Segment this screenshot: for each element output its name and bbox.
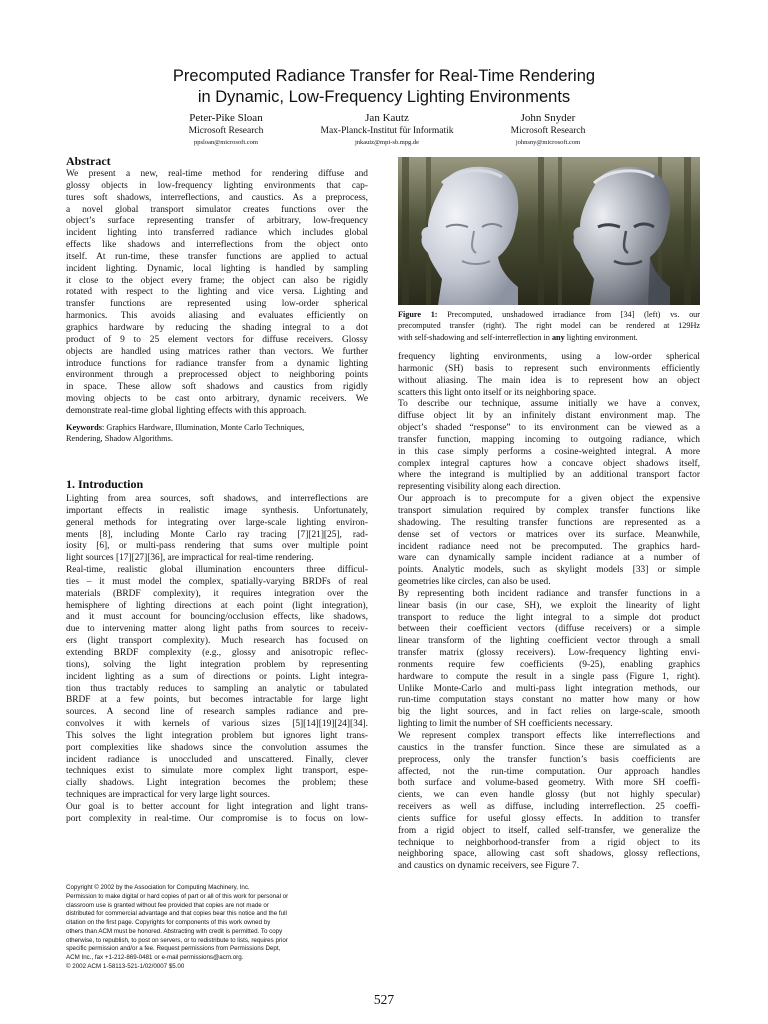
intro-line: general methods for integrating over large-scale lighting environ- [66,517,368,528]
abstract-line: We present a new, real-time method for rendering diffuse and [66,169,368,179]
intro-line: sources. A second line of research samples radiance and pre- [66,707,368,718]
copyright-notice [66,884,366,972]
abstract-line: harmonics. This avoids aliasing and evaluates efficiently on [66,311,368,322]
title-line-1: Precomputed Radiance Transfer for Real-Time Rendering [172,67,596,85]
body-line: points. Analytic models, such as skylight models [33] or simple [398,565,700,576]
intro-line: incident radiance is unoccluded and unscattered. Finally, clever [66,754,368,765]
abstract-line: in space. These allow soft shadows and caustics from rigidly [66,382,368,393]
author-affiliation: Microsoft Research [188,126,264,136]
body-line: in this case simply performs a cosine-weighted integral. A more [398,446,700,457]
page-number: 527 [373,992,395,1007]
body-line: affected, not the run-time computation. Our approach handles [398,766,700,777]
author-3 [448,112,648,148]
abstract-line: demonstrate real-time global lighting effects with this approach. [66,405,307,416]
abstract-line: objects are handled using matrices rather than vectors. We further [66,346,368,357]
body-line: representing visibility along each direction. [398,482,561,493]
copyright-line: Permission to make digital or hard copies of part or all of this work for personal or [66,892,289,900]
body-line: Our approach is to precompute for a given object the expensive [398,494,700,505]
intro-line: port complexity in real-time. Our compromise is to focus on low- [66,813,368,824]
keywords-list: : Graphics Hardware, Illumination, Monte Carlo Techniques, [101,422,305,432]
intro-line: important effects in realistic image synthesis. Unfortunately, [66,505,368,516]
body-line: dense set of vectors or matrices over its surface. Meanwhile, [398,529,700,540]
intro-line: light sources [17][27][36], are impractical for real-time rendering. [66,553,314,564]
body-line: frequency lighting environments, using a low-order spherical [398,352,700,362]
intro-line: ments [8], including Monte Carlo ray tracing [7][21][25], rad- [66,529,368,540]
intro-line: materials (BRDF complexity), it requires integration over the [66,588,368,599]
intro-line: convolves it with kernels of various sizes [5][14][19][24][34]. [66,719,368,730]
body-line: complex integral captures how a concave object shadows itself, [398,458,700,469]
body-line: receivers as well as diffuse, including interreflection. 25 coeffi- [398,802,700,813]
intro-line: BRDF at a few points, but becomes intractable for large light [66,695,368,706]
abstract-line: transfer functions are represented using low-order spherical [66,299,368,310]
abstract-line: tures soft shadows, interreflections, and caustics. As a preprocess, [66,192,368,203]
body-line: neighboring space, allowing cast soft shadows, glossy reflections, [398,849,700,860]
keywords-list-continued: Rendering, Shadow Algorithms. [66,433,173,443]
body-line: lighting to limit the number of SH coefficients necessary. [398,719,613,730]
abstract-line: incident lighting. Dynamic, local lighting is handled by sampling [66,263,368,274]
body-line: linear basis (in our case, SH), we exploit the linearity of light [398,600,700,611]
abstract-line: it close to the object every frame; the object can also be rigidly [66,275,368,286]
author-email: johnsny@microsoft.com [515,139,581,146]
intro-line: and it must account for bouncing/occlusion effects, like shadows, [66,612,368,623]
intro-line: tion thus tractably reduces to sampling an analytic or tabulated [66,683,368,694]
body-line: transfer function, mapping incoming to outgoing radiance, which [398,434,700,445]
intro-line: extending BRDF complexity (e.g., glossy and anisotropic reflec- [66,647,368,658]
body-line: geometries like circles, can also be used. [398,577,551,588]
body-line: incident radiance need not be precomputed. The graphics hard- [398,541,700,552]
intro-line: iosity [6], or multi-pass rendering that sums over multiple point [66,541,368,552]
body-line: transport simulation required by complex transfer functions like [398,505,700,516]
copyright-line: citation on the first page. Copyrights for components of this work owned by [66,919,271,926]
body-line: object’s shaded “response” to its environment can be viewed as a [398,423,700,434]
abstract-heading: Abstract [66,154,111,168]
abstract-line: environment through a preprocessed object to neighboring points [66,370,368,381]
body-line: big the light sources, and in fact relies on large-scale, smooth [398,707,700,718]
author-affiliation: Max-Planck-Institut für Informatik [320,126,454,136]
intro-line: cially shadows. Light integration becomes the problem; these [66,778,368,789]
copyright-line: © 2002 ACM 1-58113-521-1/02/0007 $5.00 [66,962,185,970]
intro-line: incident lighting as a sum of directions or points. Light integra- [66,671,368,682]
body-line: and caustics on dynamic receivers, see Figure 7. [398,861,579,872]
abstract-line: graphics hardware by reducing the shading integral to a dot [66,322,368,333]
intro-line: hemisphere of lighting directions at each point (light integration), [66,600,368,611]
introduction-heading: 1. Introduction [66,477,144,491]
body-line: transport to reduce the light integral to a simple dot product [398,612,700,623]
introduction-section [66,477,368,826]
body-line: cients suffice for useful glossy effects. In addition to transfer [398,813,700,824]
body-line: technique to neighborhood-transfer from a rigid object to its [398,837,700,848]
figure-1-caption [398,309,700,343]
intro-line: port complexities like shadows since the convolution assumes the [66,742,368,753]
intro-line: Lighting from area sources, soft shadows, and interreflections are [66,494,368,504]
body-line: We represent complex transport effects like interreflections and [398,731,700,741]
body-line: caustics in the transfer function. Since these are simulated as a [398,742,700,753]
body-line: hardware to compute the result in a single pass (Figure 1, right). [398,671,700,682]
abstract-line: rotated with respect to the lighting and vice versa. Lighting and [66,287,368,298]
body-line: scatters this light onto itself or its neighboring space. [398,387,597,398]
author-email: jnkautz@mpi-sb.mpg.de [354,139,420,146]
copyright-line: classroom use is granted without fee provided that copies are not made or [66,901,269,909]
copyright-line: ACM Inc., fax +1-212-869-0481 or e-mail permissions@acm.org. [66,954,244,961]
caption-line: precomputed transfer (right). The right model can be rendered at 129Hz [398,321,700,331]
intro-line: ers (light transport complexity). Much research has focused on [66,636,368,647]
body-line: By representing both incident radiance and transfer functions in a [398,588,700,599]
keywords [66,422,368,444]
body-line: ronments require few coefficients (9-25), enabling graphics [398,659,700,670]
caption-line: with self-shadowing and self-interreflection in any lighting environment. [398,332,638,342]
intro-line: ties – it must model the complex, spatially-varying BRDFs of real [66,576,368,587]
body-line: transfer matrix (glossy receivers). Low-frequency lighting envi- [398,648,700,659]
body-line: both surface and volume-based geometry. With more SH coeffi- [398,778,700,789]
abstract-line: itself. At run-time, these transfer functions are applied to actual [66,251,368,262]
author-email: ppsloan@microsoft.com [194,139,258,146]
copyright-line: distributed for commercial advantage and that copies bear this notice and the full [66,910,287,918]
copyright-line: Copyright © 2002 by the Association for Computing Machinery, Inc. [66,884,250,891]
body-line: cients, we can even handle glossy (but not highly specular) [398,790,700,801]
intro-line: techniques are impractical for very large light sources. [66,790,270,801]
abstract-body [66,169,368,418]
body-line: between their coefficient vectors (diffuse receivers) or a simple [398,624,700,635]
author-affiliation: Microsoft Research [510,126,586,136]
introduction-body [66,494,368,826]
abstract-line: product of 9 to 25 element vectors for diffuse receivers. Glossy [66,334,368,345]
abstract-line: effects like shadows and interreflections from the object onto [66,240,368,251]
body-line: where the integrand is multiplied by an additional transport factor [398,470,700,481]
abstract-line: introduce functions for radiance transfer from a dynamic lighting [66,358,368,369]
caption-line: Figure 1: Precomputed, unshadowed irradiance from [34] (left) vs. our [398,310,700,319]
author-name: John Snyder [520,112,576,124]
copyright-line: specific permission and/or a fee. Request permissions from Permissions Dept, [66,945,281,953]
abstract-line: a novel global transport simulator creates functions over the [66,204,368,215]
body-line: linear transform of the lighting coefficient vector through a small [398,636,700,647]
body-line: harmonic (SH) basis to represent such environments efficiently [398,363,700,374]
body-line: To describe our technique, assume initially we have a convex, [398,399,700,410]
intro-line: This solves the light integration problem but ignores light trans- [66,730,368,741]
abstract-section [66,154,368,444]
body-line: preprocess, only the transfer function’s basis coefficients are [398,754,700,765]
body-line: from a rigid object to itself, called self-transfer, we generalize the [398,825,700,836]
paper-title [0,66,768,108]
abstract-line: moving objects to be cast onto arbitrary, dynamic receivers. We [66,394,368,405]
intro-line: Our goal is to better account for light integration and light trans- [66,801,368,812]
abstract-line: glossy objects in low-frequency lighting environments that cap- [66,180,368,191]
body-line: diffuse object lit by an infinitely distant environment map. The [398,411,700,422]
keywords-label: Keywords [66,422,102,432]
intro-line: due to intervening matter along light paths from sources to receiv- [66,624,368,635]
body-line: Unlike Monte-Carlo and multi-pass light integration methods, our [398,683,700,694]
intro-line: Real-time, realistic global illumination encounters three difficul- [66,565,368,576]
body-line: shadowing. The resulting transfer functions are represented as a [398,517,700,528]
copyright-line: otherwise, to republish, to post on servers, or to redistribute to lists, requires prior [66,936,288,944]
body-line: run-time computation stays constant no matter how many or how [398,695,700,706]
right-column-body [398,352,700,873]
abstract-line: incident lighting into transferred radiance which includes global [66,228,368,239]
author-name: Jan Kautz [365,112,409,124]
body-line: without aliasing. The main idea is to represent how an object [398,375,700,386]
figure-1-image [398,157,700,305]
figure-1-renderings [398,157,700,305]
author-name: Peter-Pike Sloan [189,112,263,124]
intro-line: techniques exist to simulate more complex light transport, espe- [66,766,368,777]
body-line: ware can dynamically sample incident radiance at a number of [398,553,700,564]
copyright-line: others than ACM must be honored. Abstracting with credit is permitted. To copy [66,927,283,935]
title-line-2: in Dynamic, Low-Frequency Lighting Environments [197,88,571,106]
intro-line: tions), solving the light integration problem by representing [66,659,368,670]
caption-label: Figure 1: [398,310,438,319]
abstract-line: object’s surface representing transfer of arbitrary, low-frequency [66,216,368,227]
